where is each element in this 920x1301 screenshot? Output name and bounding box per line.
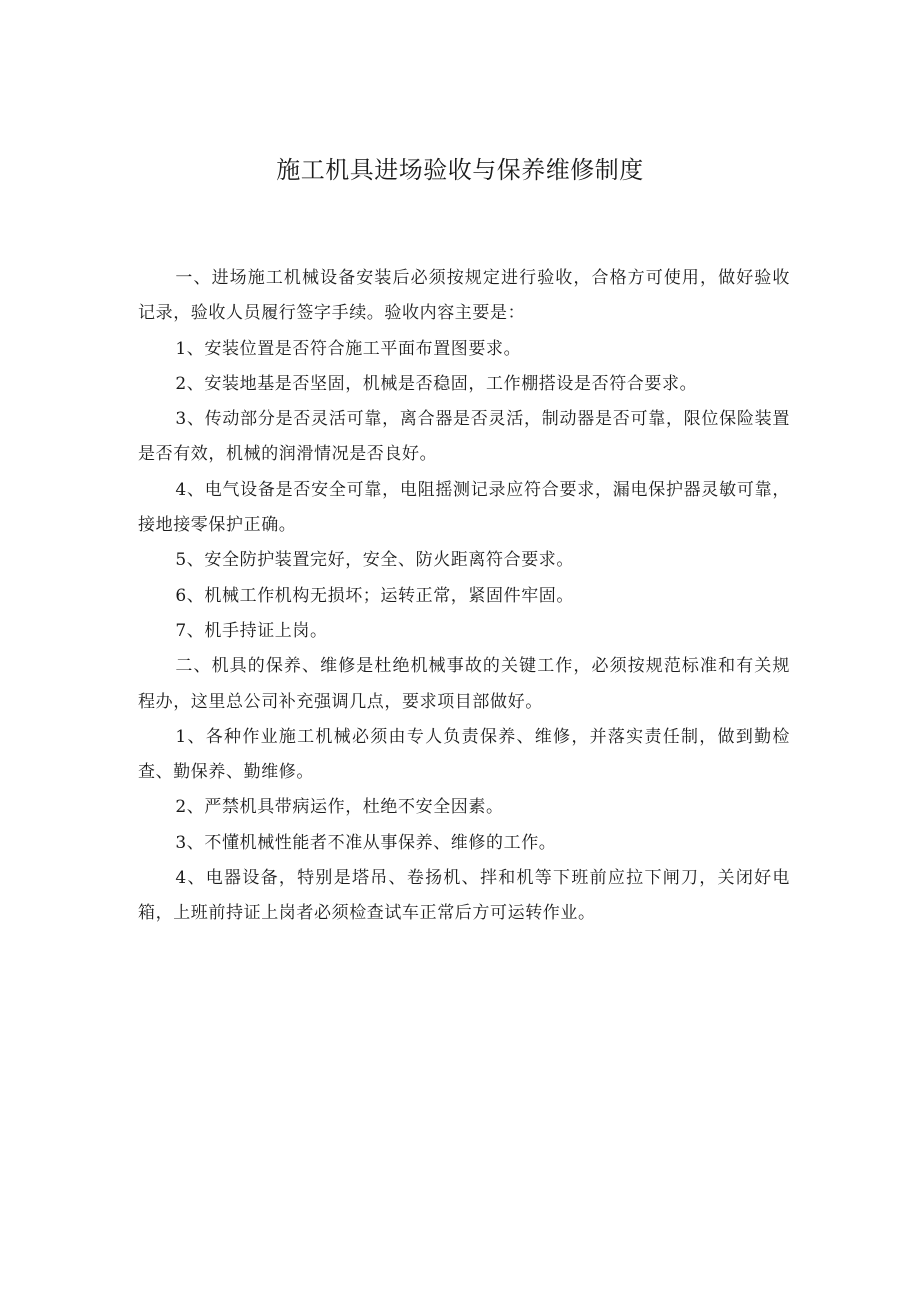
maintenance-item-1: 1、各种作业施工机械必须由专人负责保养、维修，并落实责任制，做到勤检查、勤保养、勤维修。	[138, 726, 790, 783]
acceptance-item-7: 7、机手持证上岗。	[175, 620, 328, 641]
acceptance-item-5: 5、安全防护装置完好，安全、防火距离符合要求。	[175, 550, 575, 571]
acceptance-item-1: 1、安装位置是否符合施工平面布置图要求。	[175, 338, 522, 359]
maintenance-item-2: 2、严禁机具带病运作，杜绝不安全因素。	[175, 797, 504, 818]
acceptance-item-2: 2、安装地基是否坚固，机械是否稳固，工作棚搭设是否符合要求。	[175, 373, 698, 394]
maintenance-item-3: 3、不懂机械性能者不准从事保养、维修的工作。	[175, 832, 557, 853]
section-one-paragraph: 一、进场施工机械设备安装后必须按规定进行验收，合格方可使用，做好验收记录，验收人员履行签字手续。验收内容主要是：	[138, 268, 790, 324]
maintenance-item-4: 4、电器设备，特别是塔吊、卷扬机、拌和机等下班前应拉下闸刀，关闭好电箱，上班前持证上岗者必须检查试车正常后方可运转作业。	[138, 868, 790, 924]
document-title: 施工机具进场验收与保养维修制度	[276, 156, 644, 184]
acceptance-item-6: 6、机械工作机构无损坏；运转正常，紧固件牢固。	[175, 585, 575, 606]
document-body	[138, 261, 790, 932]
section-two-paragraph: 二、机具的保养、维修是杜绝机械事故的关键工作，必须按规范标准和有关规程办，这里总公司补充强调几点，要求项目部做好。	[138, 656, 790, 712]
acceptance-item-3: 3、传动部分是否灵活可靠，离合器是否灵活，制动器是否可靠，限位保险装置是否有效，机械的润滑情况是否良好。	[138, 409, 790, 465]
acceptance-item-4: 4、电气设备是否安全可靠，电阻摇测记录应符合要求，漏电保护器灵敏可靠，接地接零保护正确。	[138, 479, 790, 536]
